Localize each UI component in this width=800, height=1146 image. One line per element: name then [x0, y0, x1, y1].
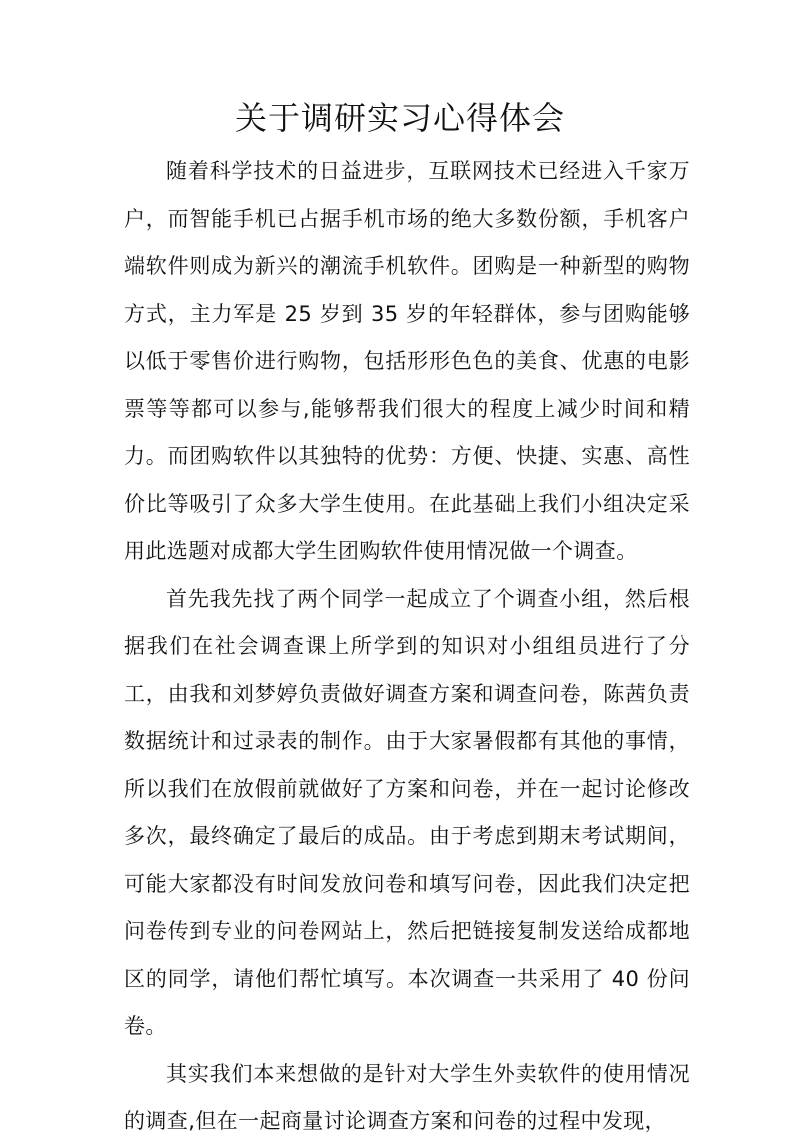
paragraph-topic: 其实我们本来想做的是针对大学生外卖软件的使用情况的调查,但在一起商量讨论调查方案和问卷的过程中发现， — [124, 1061, 690, 1133]
paragraph-team: 首先我先找了两个同学一起成立了个调查小组，然后根据我们在社会调查课上所学到的知识对小组组员进行了分工，由我和刘梦婷负责做好调查方案和调查问卷，陈茜负责数据统计和过录表的制作。由于大家暑假都有其他的事情，所以我们在放假前就做好了方案和问卷，并在一起讨论修改多次，最终确定了最后的成品。由于考虑到期末考试期间，可能大家都没有时间发放问卷和填写问卷，因此我们决定把问卷传到专业的问卷网站上，然后把链接复制发送给成都地区的同学，请他们帮忙填写。本次调查一共采用了 40 份问卷。 — [124, 586, 690, 1038]
document-title: 关于调研实习心得体会 — [234, 99, 565, 137]
document-body — [124, 148, 690, 1146]
paragraph-intro: 随着科学技术的日益进步，互联网技术已经进入千家万户，而智能手机已占据手机市场的绝大多数份额，手机客户端软件则成为新兴的潮流手机软件。团购是一种新型的购物方式，主力军是 25 岁到 35 岁的年轻群体，参与团购能够以低于零售价进行购物，包括形形色色的美食、优惠的电影票等等都可以参与,能够帮我们很大的程度上减少时间和精力。而团购软件以其独特的优势：方便、快捷、实惠、高性价比等吸引了众多大学生使用。在此基础上我们小组决定采用此选题对成都大学生团购软件使用情况做一个调查。 — [124, 159, 690, 563]
